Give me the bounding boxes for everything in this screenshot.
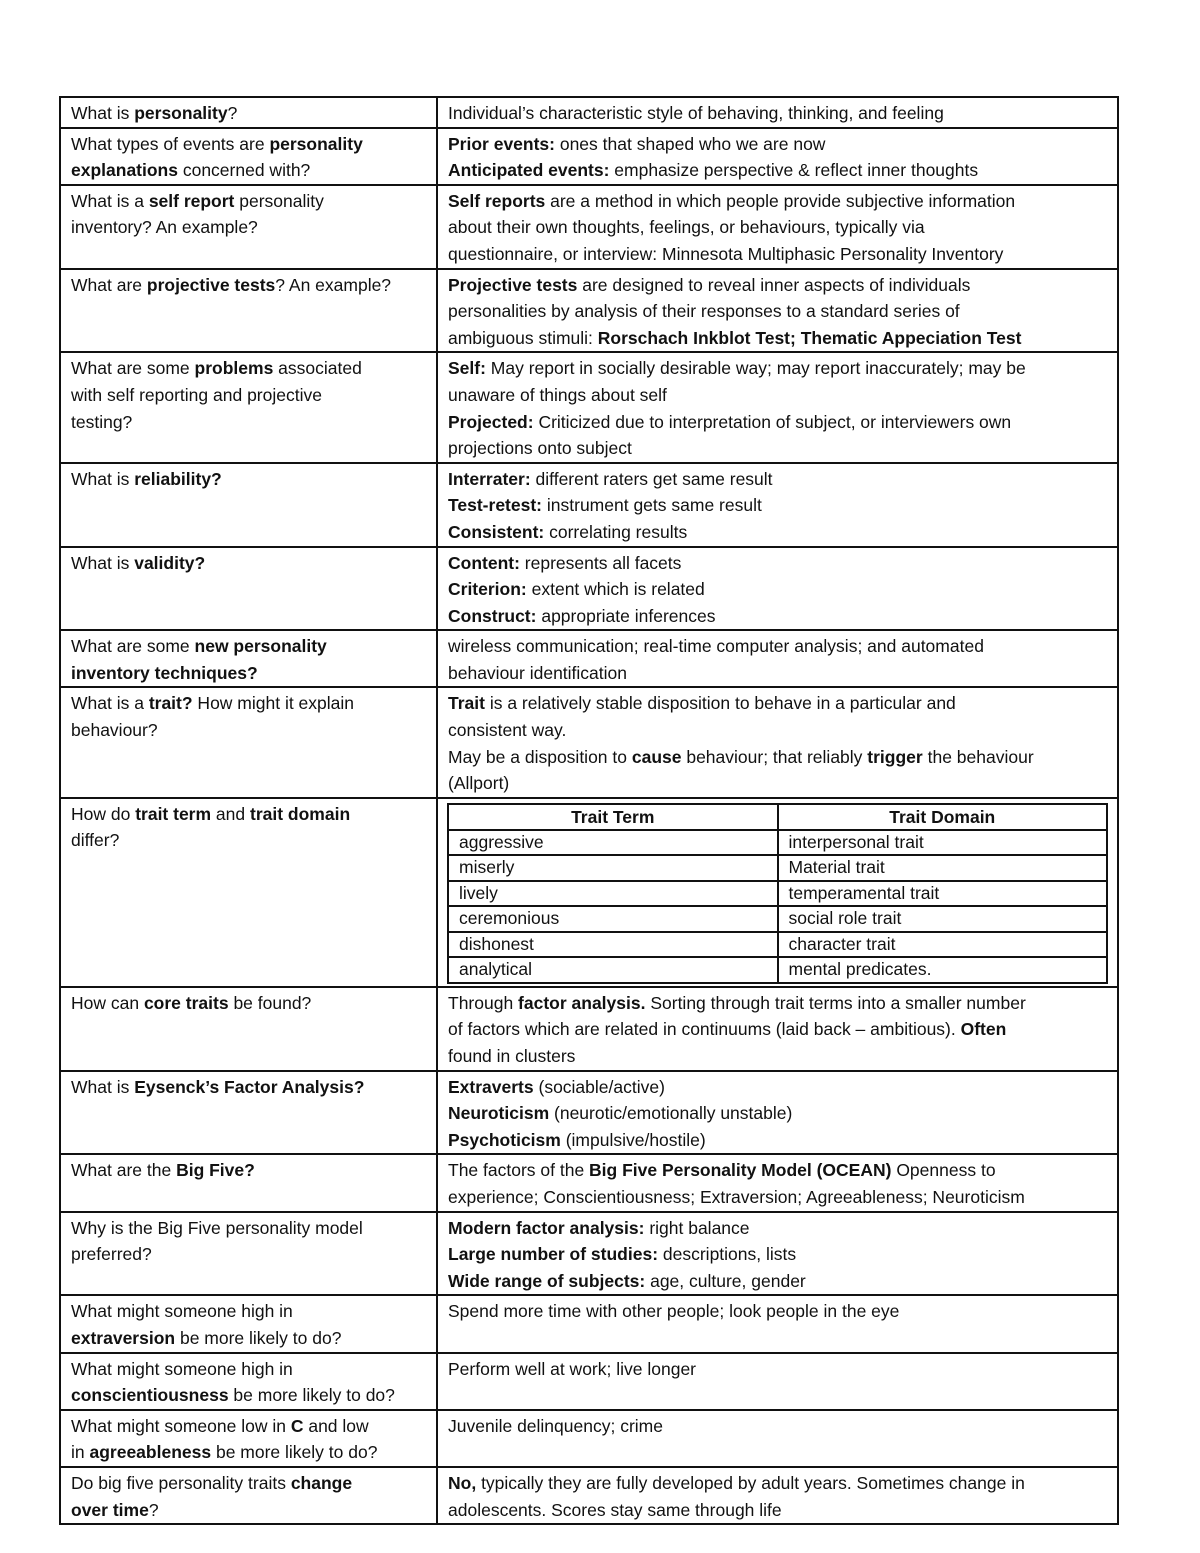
qa-row: [60, 547, 1118, 631]
answer-line: [448, 1241, 1107, 1268]
trait-table-row: [448, 855, 1107, 881]
answer-bold-text: Neuroticism: [448, 1103, 550, 1124]
trait-table-row: [448, 957, 1107, 983]
answer-bold-text: factor analysis.: [518, 992, 646, 1013]
answer-bold-text: Often: [960, 1019, 1007, 1040]
answer-bold-text: Self:: [448, 358, 486, 379]
question-bold-text: Eysenck’s Factor Analysis?: [134, 1076, 365, 1097]
question-line: [71, 1497, 426, 1524]
answer-text: (impulsive/hostile): [560, 1129, 706, 1150]
answer-text: instrument gets same result: [542, 495, 762, 516]
trait-table-header-row: [448, 804, 1107, 830]
answer-line: [448, 550, 1107, 577]
answer-cell: [437, 987, 1118, 1071]
question-line: [71, 1157, 426, 1184]
answer-text: The factors of the: [448, 1160, 590, 1181]
answer-line: [448, 1074, 1107, 1101]
question-bold-text: self report: [148, 190, 235, 211]
answer-line: [448, 770, 1107, 797]
question-bold-text: change: [290, 1472, 353, 1493]
answer-bold-text: Self reports: [448, 190, 546, 211]
question-bold-text: conscientiousness: [71, 1385, 229, 1406]
answer-text: different raters get same result: [530, 468, 773, 489]
question-bold-text: inventory techniques?: [71, 662, 258, 683]
question-text: ?: [227, 103, 238, 123]
question-text: ? An example?: [275, 274, 392, 295]
answer-line: [448, 519, 1107, 546]
question-cell: [60, 269, 437, 353]
answer-cell: [437, 269, 1118, 353]
question-cell: [60, 687, 437, 797]
answer-line: [448, 188, 1107, 215]
answer-text: adolescents. Scores stay same through life: [448, 1499, 782, 1520]
answer-text: projections onto subject: [448, 438, 632, 459]
trait-domain-cell: mental predicates.: [778, 957, 1108, 983]
question-text: be more likely to do?: [175, 1327, 342, 1348]
question-bold-text: personality: [134, 103, 228, 123]
answer-line: [448, 214, 1107, 241]
question-line: [71, 382, 426, 409]
answer-line: [448, 382, 1107, 409]
answer-cell: [437, 1467, 1118, 1524]
trait-domain-cell: social role trait: [778, 906, 1108, 932]
answer-bold-text: No,: [448, 1472, 477, 1493]
question-text: What is: [71, 1076, 135, 1097]
question-bold-text: C: [290, 1415, 304, 1436]
answer-line: [448, 157, 1107, 184]
answer-line: [448, 1157, 1107, 1184]
answer-cell: [437, 1295, 1118, 1352]
answer-cell: [437, 352, 1118, 462]
answer-text: Openness to: [891, 1160, 996, 1181]
answer-text: appropriate inferences: [536, 605, 716, 626]
answer-bold-text: Prior events:: [448, 133, 555, 154]
answer-line: [448, 298, 1107, 325]
answer-cell: [437, 687, 1118, 797]
qa-row: [60, 185, 1118, 269]
answer-line: [448, 576, 1107, 603]
question-line: [71, 466, 426, 493]
answer-line: [448, 1413, 1107, 1440]
question-bold-text: reliability?: [134, 468, 222, 489]
question-bold-text: trait domain: [250, 803, 351, 824]
question-cell: [60, 798, 437, 987]
question-bold-text: validity?: [134, 552, 206, 573]
answer-text: found in clusters: [448, 1046, 576, 1067]
question-line: [71, 827, 426, 854]
answer-text: right balance: [644, 1217, 750, 1238]
study-guide-table: [59, 96, 1119, 1525]
question-line: [71, 1215, 426, 1242]
answer-line: [448, 1043, 1107, 1070]
question-line: [71, 690, 426, 717]
question-line: [71, 1356, 426, 1383]
question-cell: [60, 1353, 437, 1410]
answer-line: [448, 1356, 1107, 1383]
question-text: What is: [71, 103, 135, 123]
answer-cell: [437, 630, 1118, 687]
answer-bold-text: cause: [631, 746, 682, 767]
question-text: behaviour?: [71, 720, 158, 741]
trait-term-cell: aggressive: [448, 830, 778, 856]
trait-table-row: [448, 906, 1107, 932]
qa-row: [60, 1071, 1118, 1155]
answer-line: [448, 1127, 1107, 1154]
answer-line: [448, 1470, 1107, 1497]
answer-text: are a method in which people provide subjective information: [545, 190, 1016, 211]
question-line: [71, 1298, 426, 1325]
trait-domain-cell: temperamental trait: [778, 881, 1108, 907]
answer-text: behaviour identification: [448, 662, 628, 683]
answer-line: [448, 744, 1107, 771]
question-bold-text: Big Five?: [176, 1160, 255, 1181]
question-line: [71, 1241, 426, 1268]
answer-line: [448, 1100, 1107, 1127]
answer-bold-text: Big Five Personality Model (OCEAN): [589, 1160, 892, 1181]
answer-bold-text: trigger: [867, 746, 923, 767]
answer-line: [448, 1016, 1107, 1043]
question-text: What is: [71, 552, 135, 573]
answer-text: May be a disposition to: [448, 746, 632, 767]
answer-bold-text: Psychoticism: [448, 1129, 561, 1150]
question-text: be more likely to do?: [211, 1442, 378, 1463]
qa-row: [60, 630, 1118, 687]
answer-bold-text: Wide range of subjects:: [448, 1270, 646, 1291]
answer-line: [448, 690, 1107, 717]
answer-line: [448, 603, 1107, 630]
trait-table-row: [448, 830, 1107, 856]
answer-text: correlating results: [544, 521, 688, 542]
question-line: [71, 550, 426, 577]
question-bold-text: problems: [194, 358, 274, 379]
qa-row: [60, 97, 1118, 128]
question-text: associated: [273, 358, 362, 379]
answer-line: [448, 355, 1107, 382]
answer-line: [448, 633, 1107, 660]
answer-text: (Allport): [448, 773, 510, 794]
question-line: [71, 355, 426, 382]
answer-cell: [437, 185, 1118, 269]
question-text: in: [71, 1442, 90, 1463]
question-text: What are the: [71, 1160, 177, 1181]
answer-cell: [437, 97, 1118, 128]
answer-bold-text: Modern factor analysis:: [448, 1217, 645, 1238]
question-bold-text: over time: [71, 1499, 149, 1520]
question-bold-text: core traits: [143, 992, 229, 1013]
answer-bold-text: Construct:: [448, 605, 537, 626]
trait-term-cell: miserly: [448, 855, 778, 881]
question-cell: [60, 630, 437, 687]
answer-text: Individual’s characteristic style of behaving, thinking, and feeling: [448, 103, 944, 123]
answer-line: [448, 1215, 1107, 1242]
answer-bold-text: Trait: [448, 693, 485, 714]
answer-line: [448, 435, 1107, 462]
question-text: Why is the Big Five personality model: [71, 1217, 363, 1238]
question-line: [71, 1413, 426, 1440]
question-line: [71, 1382, 426, 1409]
question-text: ?: [148, 1499, 159, 1520]
answer-text: (sociable/active): [533, 1076, 665, 1097]
trait-domain-cell: interpersonal trait: [778, 830, 1108, 856]
question-bold-text: explanations: [71, 160, 178, 181]
question-line: [71, 1470, 426, 1497]
qa-row: [60, 128, 1118, 185]
question-cell: [60, 352, 437, 462]
answer-text: personalities by analysis of their responses to a standard series of: [448, 301, 960, 322]
answer-text: are designed to reveal inner aspects of individuals: [577, 274, 971, 295]
question-cell: [60, 97, 437, 128]
trait-term-cell: lively: [448, 881, 778, 907]
question-text: inventory? An example?: [71, 217, 258, 238]
qa-row: [60, 1410, 1118, 1467]
answer-cell: [437, 128, 1118, 185]
question-line: [71, 1439, 426, 1466]
question-bold-text: personality: [269, 133, 363, 154]
answer-text: Criticized due to interpretation of subject, or interviewers own: [533, 411, 1012, 432]
trait-table-header: Trait Domain: [778, 804, 1108, 830]
question-cell: [60, 1295, 437, 1352]
trait-table-header: Trait Term: [448, 804, 778, 830]
answer-cell: [437, 1154, 1118, 1211]
answer-bold-text: Anticipated events:: [448, 160, 610, 181]
qa-row: [60, 1295, 1118, 1352]
question-text: What are some: [71, 358, 195, 379]
question-text: be more likely to do?: [228, 1385, 395, 1406]
answer-text: consistent way.: [448, 720, 567, 741]
question-text: and: [211, 803, 250, 824]
answer-text: (neurotic/emotionally unstable): [549, 1103, 793, 1124]
answer-cell: [437, 1212, 1118, 1296]
question-bold-text: projective tests: [146, 274, 276, 295]
answer-text: age, culture, gender: [645, 1270, 806, 1291]
question-bold-text: trait?: [148, 693, 193, 714]
trait-domain-cell: character trait: [778, 932, 1108, 958]
question-line: [71, 990, 426, 1017]
question-line: [71, 100, 426, 127]
trait-domain-cell: Material trait: [778, 855, 1108, 881]
question-line: [71, 214, 426, 241]
question-text: How might it explain: [192, 693, 355, 714]
answer-line: [448, 492, 1107, 519]
answer-line: [448, 1298, 1107, 1325]
question-text: How can: [71, 992, 144, 1013]
answer-text: represents all facets: [519, 552, 682, 573]
question-text: What is: [71, 468, 135, 489]
question-cell: [60, 1410, 437, 1467]
question-text: personality: [234, 190, 324, 211]
answer-text: descriptions, lists: [658, 1244, 797, 1265]
answer-text: Spend more time with other people; look people in the eye: [448, 1301, 900, 1322]
answer-cell-trait-table: [437, 798, 1118, 987]
answer-text: is a relatively stable disposition to behave in a particular and: [484, 693, 956, 714]
answer-cell: [437, 1071, 1118, 1155]
answer-cell: [437, 1410, 1118, 1467]
question-cell: [60, 463, 437, 547]
answer-bold-text: Interrater:: [448, 468, 531, 489]
question-cell: [60, 1154, 437, 1211]
answer-line: [448, 990, 1107, 1017]
question-bold-text: trait term: [135, 803, 212, 824]
question-cell: [60, 547, 437, 631]
answer-cell: [437, 1353, 1118, 1410]
question-text: Do big five personality traits: [71, 1472, 291, 1493]
answer-text: emphasize perspective & reflect inner thoughts: [609, 160, 979, 181]
answer-text: ones that shaped who we are now: [554, 133, 826, 154]
answer-text: of factors which are related in continuums (laid back – ambitious).: [448, 1019, 961, 1040]
question-text: be found?: [228, 992, 312, 1013]
answer-text: about their own thoughts, feelings, or behaviours, typically via: [448, 217, 925, 238]
trait-term-cell: dishonest: [448, 932, 778, 958]
question-cell: [60, 987, 437, 1071]
answer-line: [448, 272, 1107, 299]
question-text: How do: [71, 803, 136, 824]
question-line: [71, 660, 426, 687]
question-line: [71, 717, 426, 744]
question-line: [71, 188, 426, 215]
qa-row: [60, 269, 1118, 353]
answer-text: wireless communication; real-time computer analysis; and automated: [448, 636, 984, 657]
question-text: What might someone high in: [71, 1301, 293, 1322]
qa-row: [60, 1154, 1118, 1211]
trait-table-row: [448, 932, 1107, 958]
answer-text: extent which is related: [526, 579, 705, 600]
qa-row: [60, 463, 1118, 547]
question-cell: [60, 185, 437, 269]
question-line: [71, 801, 426, 828]
answer-text: behaviour; that reliably: [681, 746, 868, 767]
answer-text: ambiguous stimuli:: [448, 327, 598, 348]
answer-cell: [437, 547, 1118, 631]
answer-bold-text: Criterion:: [448, 579, 527, 600]
study-guide-table-body: [60, 97, 1118, 1524]
answer-line: [448, 1497, 1107, 1524]
qa-row: [60, 687, 1118, 797]
trait-table-row: [448, 881, 1107, 907]
answer-text: questionnaire, or interview: Minnesota Multiphasic Personality Inventory: [448, 243, 1004, 264]
answer-bold-text: Content:: [448, 552, 520, 573]
answer-line: [448, 409, 1107, 436]
question-text: What are some: [71, 636, 195, 657]
question-bold-text: extraversion: [71, 1327, 176, 1348]
question-cell: [60, 128, 437, 185]
answer-text: May report in socially desirable way; may report inaccurately; may be: [485, 358, 1026, 379]
answer-line: [448, 1184, 1107, 1211]
qa-row: [60, 1212, 1118, 1296]
question-text: What is a: [71, 190, 149, 211]
question-cell: [60, 1212, 437, 1296]
answer-bold-text: Rorschach Inkblot Test; Thematic Appeciation Test: [597, 327, 1022, 348]
question-bold-text: agreeableness: [89, 1442, 212, 1463]
question-line: [71, 1325, 426, 1352]
question-text: preferred?: [71, 1244, 152, 1265]
answer-line: [448, 466, 1107, 493]
answer-text: Through: [448, 992, 519, 1013]
answer-line: [448, 131, 1107, 158]
answer-text: Perform well at work; live longer: [448, 1358, 696, 1379]
answer-text: Sorting through trait terms into a smaller number: [645, 992, 1026, 1013]
answer-bold-text: Consistent:: [448, 521, 545, 542]
question-text: testing?: [71, 411, 133, 432]
answer-text: typically they are fully developed by adult years. Sometimes change in: [476, 1472, 1025, 1493]
answer-bold-text: Test-retest:: [448, 495, 543, 516]
qa-row: [60, 1353, 1118, 1410]
answer-line: [448, 717, 1107, 744]
answer-line: [448, 660, 1107, 687]
question-text: concerned with?: [177, 160, 311, 181]
trait-term-cell: analytical: [448, 957, 778, 983]
question-line: [71, 409, 426, 436]
question-text: What is a: [71, 693, 149, 714]
answer-line: [448, 1268, 1107, 1295]
question-text: differ?: [71, 830, 120, 851]
qa-row: [60, 798, 1118, 987]
answer-bold-text: Large number of studies:: [448, 1244, 659, 1265]
question-line: [71, 131, 426, 158]
question-cell: [60, 1467, 437, 1524]
question-text: and low: [303, 1415, 369, 1436]
answer-text: experience; Conscientiousness; Extraversion; Agreeableness; Neuroticism: [448, 1187, 1025, 1207]
answer-line: [448, 241, 1107, 268]
question-line: [71, 272, 426, 299]
answer-bold-text: Projective tests: [448, 274, 578, 295]
question-text: with self reporting and projective: [71, 384, 322, 405]
answer-cell: [437, 463, 1118, 547]
question-text: What might someone low in: [71, 1415, 291, 1436]
answer-text: Juvenile delinquency; crime: [448, 1415, 663, 1436]
answer-bold-text: Projected:: [448, 411, 534, 432]
question-line: [71, 633, 426, 660]
answer-line: [448, 325, 1107, 352]
question-cell: [60, 1071, 437, 1155]
qa-row: [60, 1467, 1118, 1524]
answer-line: [448, 100, 1107, 127]
qa-row: [60, 987, 1118, 1071]
answer-text: unaware of things about self: [448, 384, 667, 405]
question-text: What types of events are: [71, 133, 270, 154]
question-line: [71, 1074, 426, 1101]
question-text: What are: [71, 274, 147, 295]
trait-term-cell: ceremonious: [448, 906, 778, 932]
question-text: What might someone high in: [71, 1358, 293, 1379]
question-line: [71, 157, 426, 184]
qa-row: [60, 352, 1118, 462]
trait-term-domain-table: [447, 803, 1108, 984]
question-bold-text: new personality: [194, 636, 327, 657]
answer-bold-text: Extraverts: [448, 1076, 534, 1097]
answer-text: the behaviour: [922, 746, 1034, 767]
